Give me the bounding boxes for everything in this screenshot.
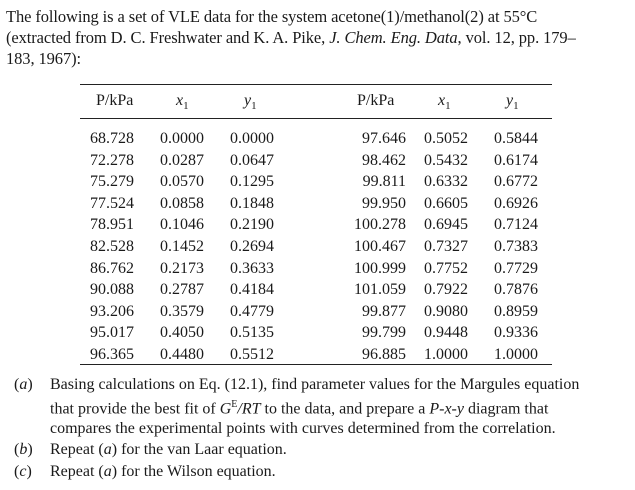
table-cell: 0.7327 — [424, 237, 468, 255]
table-cell: 75.279 — [90, 173, 134, 191]
table-cell: 0.2173 — [160, 259, 204, 277]
table-cell: 0.4480 — [160, 345, 204, 363]
intro-line-3: 183, 1967): — [6, 49, 81, 68]
table-cell: 96.365 — [90, 345, 134, 363]
table-cell: 86.762 — [90, 259, 134, 277]
table-cell: 99.799 — [362, 324, 406, 342]
table-cell: 0.6332 — [424, 173, 468, 191]
table-cell: 0.4184 — [230, 281, 274, 299]
table-cell: 0.6605 — [424, 194, 468, 212]
table-cell: 99.877 — [362, 302, 406, 320]
table-cell: 0.6174 — [494, 151, 538, 169]
table-cell: 0.7383 — [494, 237, 538, 255]
right-pressure-column — [344, 128, 406, 366]
table-cell: 0.5844 — [494, 130, 538, 147]
left-x1-column — [160, 128, 204, 366]
table-cell: 0.3579 — [160, 302, 204, 320]
header-left-y1: $y_1$ — [244, 92, 257, 113]
table-bottom-rule — [80, 364, 552, 365]
question-c: (c) Repeat (a) for the Wilson equation. — [14, 463, 276, 480]
table-cell: 0.0647 — [230, 151, 274, 169]
table-cell: 0.6772 — [494, 173, 538, 191]
table-cell: 0.5432 — [424, 151, 468, 169]
table-cell: 96.885 — [362, 345, 406, 363]
table-cell: 0.2694 — [230, 237, 274, 255]
table-cell: 0.6926 — [494, 194, 538, 212]
table-cell: 0.7729 — [494, 259, 538, 277]
table-cell: 0.0858 — [160, 194, 204, 212]
table-cell: 0.2787 — [160, 281, 204, 299]
table-cell: 100.999 — [354, 259, 406, 277]
table-cell: 0.4050 — [160, 324, 204, 342]
intro-line-2: (extracted from D. C. Freshwater and K. A. Pike, J. Chem. Eng. Data, vol. 12, pp. 179– — [6, 28, 576, 47]
table-cell: 98.462 — [362, 151, 406, 169]
table-top-rule — [80, 84, 552, 85]
table-cell: 0.1046 — [160, 216, 204, 234]
problem-intro — [6, 6, 628, 69]
table-cell: 78.951 — [90, 216, 134, 234]
table-cell: 0.1848 — [230, 194, 274, 212]
table-cell: 0.7922 — [424, 281, 468, 299]
right-y1-column — [494, 128, 538, 366]
table-cell: 100.467 — [354, 237, 406, 255]
table-cell: 72.278 — [90, 151, 134, 169]
header-right-y1: $y_1$ — [506, 92, 519, 113]
header-left-P: P/kPa — [96, 92, 134, 109]
table-cell: 0.9448 — [424, 324, 468, 342]
question-b: (b) Repeat (a) for the van Laar equation. — [14, 441, 287, 458]
table-cell: 0.8959 — [494, 302, 538, 320]
table-cell: 0.5135 — [230, 324, 274, 342]
table-cell: 77.524 — [90, 194, 134, 212]
right-x1-column — [424, 128, 468, 366]
table-cell: 0.9336 — [494, 324, 538, 342]
table-cell: 0.1295 — [230, 173, 274, 191]
table-cell: 0.3633 — [230, 259, 274, 277]
journal-name: J. Chem. Eng. Data — [329, 28, 458, 47]
table-cell: 82.528 — [90, 237, 134, 255]
table-cell: 97.646 — [362, 130, 406, 147]
table-cell: 0.5512 — [230, 345, 274, 363]
left-pressure-column — [90, 128, 134, 366]
table-cell: 95.017 — [90, 324, 134, 342]
table-cell: 1.0000 — [424, 345, 468, 363]
table-cell: 0.6945 — [424, 216, 468, 234]
table-cell: 0.9080 — [424, 302, 468, 320]
table-cell: 99.811 — [362, 173, 406, 191]
table-header-rule — [80, 118, 552, 119]
question-a: (a) Basing calculations on Eq. (12.1), find parameter values for the Margules equation that provide the best fit of $G^E/RT$ to the data, and prepare a P-x-y diagram that compares the experimental points with curves determined from the correlation. — [14, 376, 580, 438]
table-cell: 99.950 — [362, 194, 406, 212]
table-cell: 68.728 — [90, 130, 134, 147]
table-cell: 100.278 — [354, 216, 406, 234]
table-cell: 0.0287 — [160, 151, 204, 169]
header-right-P: P/kPa — [357, 92, 395, 109]
table-cell: 101.059 — [354, 281, 406, 299]
table-cell: 0.2190 — [230, 216, 274, 234]
table-cell: 0.7124 — [494, 216, 538, 234]
table-cell: 0.0000 — [160, 130, 204, 147]
table-cell: 0.7752 — [424, 259, 468, 277]
table-cell: 0.5052 — [424, 130, 468, 147]
intro-line-1: The following is a set of VLE data for the system acetone(1)/methanol(2) at 55°C — [6, 7, 538, 26]
table-cell: 90.088 — [90, 281, 134, 299]
table-cell: 1.0000 — [494, 345, 538, 363]
table-cell: 0.0000 — [230, 130, 274, 147]
table-cell: 0.7876 — [494, 281, 538, 299]
table-cell: 0.4779 — [230, 302, 274, 320]
table-cell: 0.1452 — [160, 237, 204, 255]
header-left-x1: $x_1$ — [176, 92, 189, 113]
left-y1-column — [230, 128, 274, 366]
table-cell: 93.206 — [90, 302, 134, 320]
table-cell: 0.0570 — [160, 173, 204, 191]
header-right-x1: $x_1$ — [438, 92, 451, 113]
